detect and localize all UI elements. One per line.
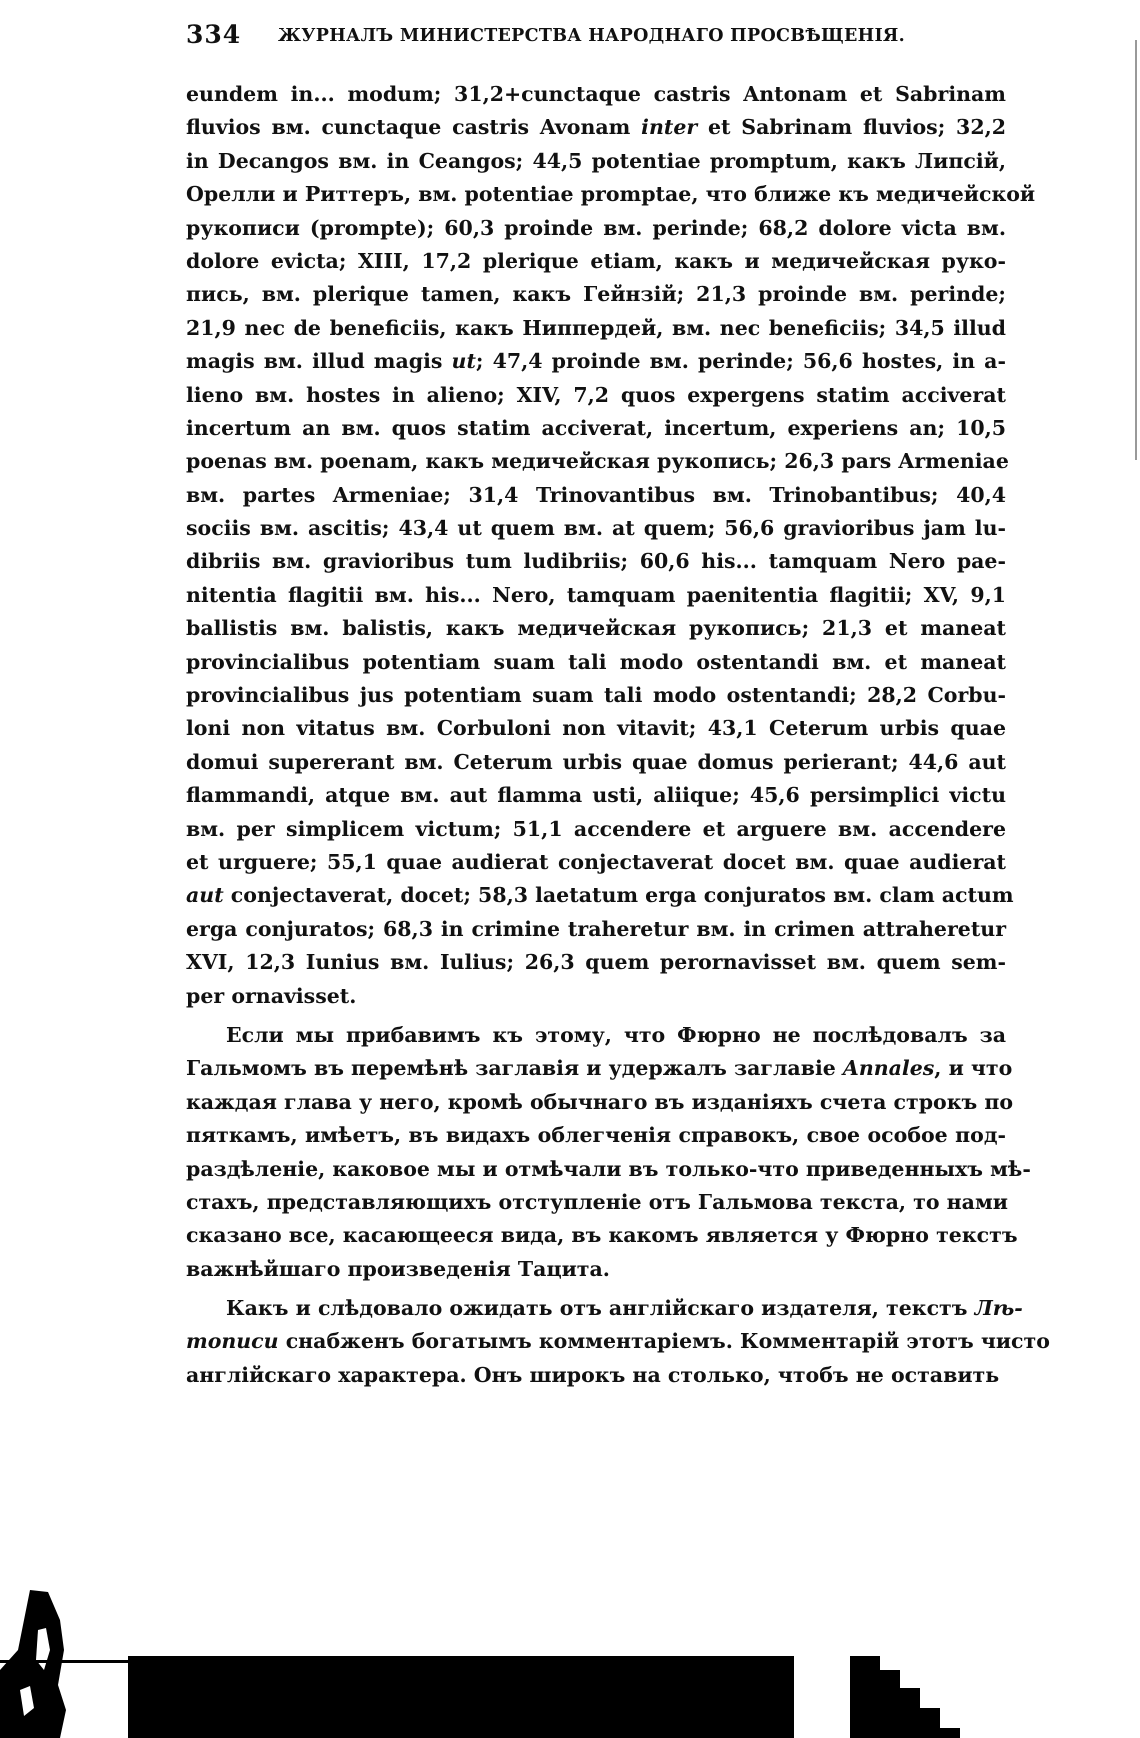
text-line [186, 278, 1006, 311]
body-text [186, 78, 1050, 1392]
text-line [186, 545, 1006, 578]
text-segment: пись, вм. plerique tamen, какъ Гейнзій; 21,3 proinde вм. perinde; [186, 282, 1006, 307]
text-segment: Annales [842, 1056, 935, 1081]
scan-artifact [0, 1590, 1140, 1738]
text-line [186, 579, 1006, 612]
page-number: 334 [186, 20, 242, 49]
text-line [186, 145, 1006, 178]
scan-artifact-right-block [850, 1656, 960, 1738]
text-line [186, 1359, 1006, 1392]
text-segment: provincialibus jus potentiam suam tali modo ostentandi; 28,2 Corbu- [186, 683, 1006, 708]
text-line [186, 946, 1006, 979]
text-line [186, 1119, 1006, 1152]
text-segment: рукописи (prompte); 60,3 proinde вм. perinde; 68,2 dolore victa вм. [186, 215, 1006, 240]
text-segment: вм. partes Armeniae; 31,4 Trinovantibus вм. Trinobantibus; 40,4 [186, 482, 1006, 507]
text-segment: ballistis вм. balistis, какъ медичейская рукопись; 21,3 et maneat [186, 616, 1006, 641]
text-segment: стахъ, представляющихъ отступленіе отъ Гальмова текста, то нами [186, 1189, 1008, 1214]
text-segment: lieno вм. hostes in alieno; XIV, 7,2 quos expergens statim acciverat [186, 382, 1006, 407]
text-segment: in Decangos вм. in Ceangos; 44,5 potentiae promptum, какъ Липсій, [186, 148, 1006, 173]
text-segment: loni non vitatus вм. Corbuloni non vitavit; 43,1 Ceterum urbis quae [186, 716, 1006, 741]
text-line [186, 111, 1006, 144]
text-line [186, 479, 1006, 512]
text-segment: nitentia flagitii вм. his... Nero, tamquam paenitentia flagitii; XV, 9,1 [186, 582, 1006, 607]
paragraph-furneaux-edition [186, 1019, 1031, 1286]
text-segment: domui supererant вм. Ceterum urbis quae domus perierant; 44,6 aut [186, 749, 1006, 774]
text-segment: dibriis вм. gravioribus tum ludibriis; 60,6 his... tamquam Nero pae- [186, 549, 1006, 574]
text-segment: flammandi, atque вм. aut flamma usti, aliique; 45,6 persimplici victu [186, 783, 1006, 808]
text-segment: fluvios вм. cunctaque castris Avonam [186, 115, 642, 140]
text-line [186, 245, 1006, 278]
text-line [186, 846, 1006, 879]
text-segment: poenas вм. poenam, какъ медичейская рукопись; 26,3 pars Armeniae [186, 449, 1009, 474]
text-segment: erga conjuratos; 68,3 in crimine traheretur вм. in crimen attraheretur [186, 916, 1006, 941]
text-line [186, 980, 1006, 1013]
text-segment: inter [641, 115, 698, 140]
text-segment: Если мы прибавимъ къ этому, что Фюрно не послѣдовалъ за [226, 1022, 1006, 1047]
text-segment: важнѣйшаго произведенія Тацита. [186, 1256, 610, 1281]
text-segment: aut [186, 883, 224, 908]
text-line [186, 1253, 1006, 1286]
text-line [186, 512, 1006, 545]
text-line [186, 1325, 1050, 1358]
text-segment: magis вм. illud magis [186, 349, 452, 374]
text-line [186, 379, 1006, 412]
text-line [186, 1153, 1031, 1186]
text-segment: provincialibus potentiam suam tali modo ostentandi вм. et maneat [186, 649, 1006, 674]
text-segment: eundem in... modum; 31,2+cunctaque castris Antonam et Sabrinam [186, 82, 1006, 106]
text-line [186, 712, 1006, 745]
scan-artifact-left-blot [0, 1590, 66, 1738]
text-line [186, 913, 1006, 946]
text-line [186, 178, 1036, 211]
text-line [186, 412, 1006, 445]
text-segment: XVI, 12,3 Iunius вм. Iulius; 26,3 quem perornavisset вм. quem sem- [186, 950, 1006, 975]
text-segment: тописи [186, 1329, 279, 1354]
text-line [186, 345, 1006, 378]
text-segment: ut [451, 349, 476, 374]
text-line [186, 679, 1006, 712]
text-line [186, 78, 1006, 111]
text-segment: Орелли и Риттеръ, вм. potentiae promptae, что ближе къ медичейской [186, 182, 1036, 207]
text-line [186, 612, 1006, 645]
text-segment: per ornavisset. [186, 983, 357, 1008]
scan-edge-line [1135, 40, 1137, 460]
text-segment: ; 47,4 proinde вм. perinde; 56,6 hostes, in a- [475, 349, 1006, 374]
text-line [186, 1292, 1023, 1325]
text-segment: снабженъ богатымъ комментаріемъ. Комментарій этотъ чисто [278, 1329, 1050, 1354]
scan-artifact-black-band [128, 1656, 794, 1738]
text-segment: incertum an вм. quos statim acciverat, incertum, experiens an; 10,5 [186, 415, 1006, 440]
text-line [186, 212, 1006, 245]
text-segment: пяткамъ, имѣетъ, въ видахъ облегченія справокъ, свое особое под- [186, 1123, 1006, 1148]
text-segment: англійскаго характера. Онъ широкъ на столько, чтобъ не оставить [186, 1362, 1000, 1387]
running-head: ЖУРНАЛЪ МИНИСТЕРСТВА НАРОДНАГО ПРОСВѢЩЕНІЯ. [278, 26, 906, 46]
text-line [186, 746, 1006, 779]
text-segment: вм. per simplicem victum; 51,1 accendere et arguere вм. accendere [186, 816, 1006, 841]
paragraph-variant-readings [186, 78, 1036, 1013]
text-line [186, 879, 1014, 912]
text-line [186, 779, 1006, 812]
text-line [186, 646, 1006, 679]
text-line [186, 1186, 1006, 1219]
text-line [186, 1219, 1018, 1252]
scan-artifact-line [0, 1660, 140, 1663]
page-header [186, 20, 1006, 54]
text-segment: sociis вм. ascitis; 43,4 ut quem вм. at quem; 56,6 gravioribus jam lu- [186, 516, 1006, 541]
text-segment: Лѣ- [974, 1296, 1023, 1321]
text-line [186, 312, 1006, 345]
text-segment: et Sabrinam fluvios; 32,2 [697, 115, 1006, 140]
text-segment: Какъ и слѣдовало ожидать отъ англійскаго издателя, текстъ [226, 1296, 975, 1321]
text-segment: , и что [934, 1056, 1013, 1081]
text-segment: Гальмомъ въ перемѣнѣ заглавія и удержалъ заглавіе [186, 1056, 843, 1081]
text-segment: 21,9 nec de beneficiis, какъ Ниппердей, вм. nec beneficiis; 34,5 illud [186, 315, 1006, 340]
paragraph-commentary [186, 1292, 1050, 1392]
text-line [186, 813, 1006, 846]
text-line [186, 1086, 1014, 1119]
text-segment: сказано все, касающееся вида, въ какомъ является у Фюрно текстъ [186, 1223, 1018, 1248]
text-line [186, 1052, 1013, 1085]
text-line [186, 445, 1009, 478]
text-segment: раздѣленіе, каковое мы и отмѣчали въ только-что приведенныхъ мѣ- [186, 1156, 1031, 1181]
text-segment: dolore evicta; XIII, 17,2 plerique etiam, какъ и медичейская руко- [186, 248, 1006, 273]
text-segment: каждая глава у него, кромѣ обычнаго въ изданіяхъ счета строкъ по [186, 1089, 1014, 1114]
text-line [186, 1019, 1006, 1052]
text-segment: et urguere; 55,1 quae audierat conjectaverat docet вм. quae audierat [186, 849, 1006, 874]
text-segment: conjectaverat, docet; 58,3 laetatum erga conjuratos вм. clam actum [223, 883, 1014, 908]
